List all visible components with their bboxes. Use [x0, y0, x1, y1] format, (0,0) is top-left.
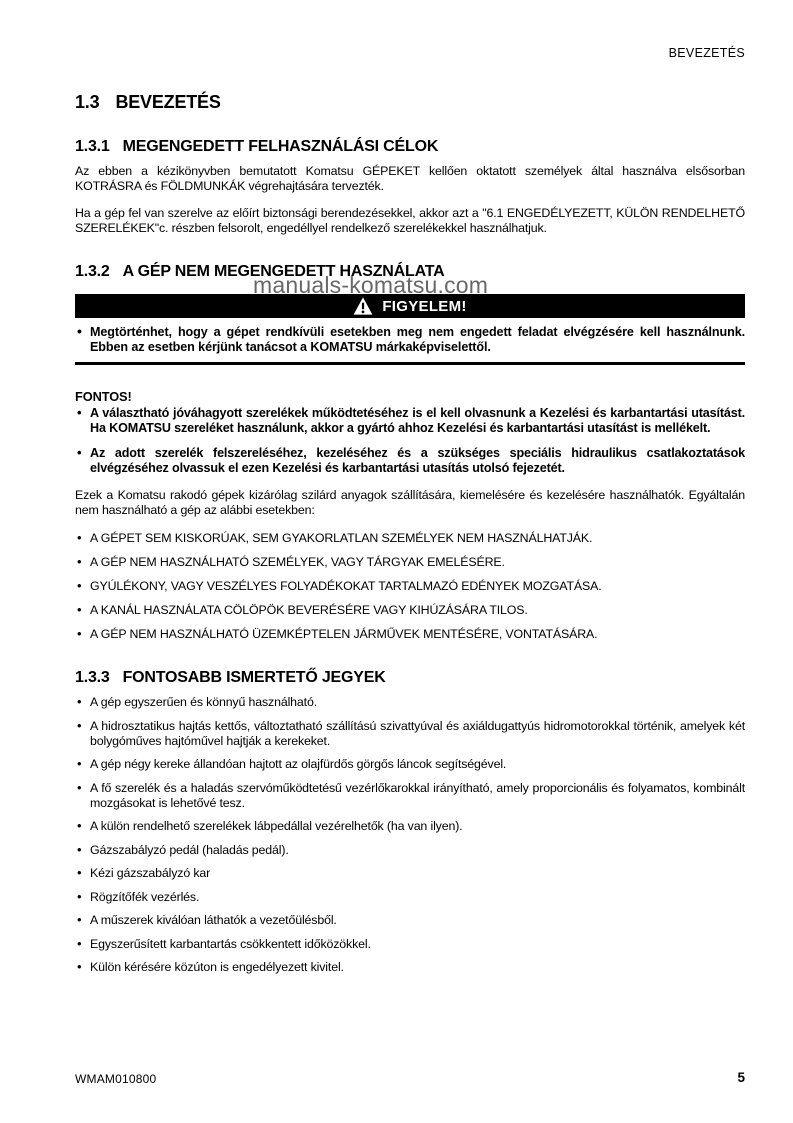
- feature-item: • Külön kérésére közúton is engedélyezett kivitel.: [75, 960, 745, 975]
- feature-item: • A műszerek kiválóan láthatók a vezetőülésből.: [75, 913, 745, 928]
- section-title: MEGENGEDETT FELHASZNÁLÁSI CÉLOK: [122, 138, 439, 155]
- feature-item: • Gázszabályzó pedál (haladás pedál).: [75, 843, 745, 858]
- feature-item: • Rögzítőfék vezérlés.: [75, 890, 745, 905]
- section-number: 1.3.3: [75, 668, 110, 686]
- prohibited-item: • A KANÁL HASZNÁLATA CÖLÖPÖK BEVERÉSÉRE VAGY KIHÚZÁSÁRA TILOS.: [75, 603, 745, 618]
- usage-paragraph: Ezek a Komatsu rakodó gépek kizárólag szilárd anyagok szállítására, kiemelésére és kezelésére használhatók. Egyáltalán nem használható a gép az alábbi esetekben:: [75, 488, 745, 518]
- section-number: 1.3.1: [75, 138, 110, 155]
- warning-bottom-rule: [75, 362, 745, 365]
- important-item: • Az adott szerelék felszereléséhez, kezeléséhez és a szükséges speciális hidraulikus csatlakoztatások elvégzéséhez olvassuk el ezen Kezelési és karbantartási utasítás utolsó fejezetét.: [75, 446, 745, 476]
- chapter-heading: [75, 92, 745, 113]
- section-title: FONTOSABB ISMERTETŐ JEGYEK: [122, 668, 386, 686]
- running-header: BEVEZETÉS: [668, 46, 745, 60]
- section-heading-1-3-2-wrap: [75, 263, 745, 299]
- warning-box: [75, 294, 745, 365]
- section-title: A GÉP NEM MEGENGEDETT HASZNÁLATA: [122, 263, 445, 281]
- warning-header-bar: [75, 294, 745, 318]
- chapter-number: 1.3: [75, 92, 100, 112]
- feature-item: • A gép egyszerűen és könnyű használható.: [75, 695, 745, 710]
- feature-item: • Egyszerűsített karbantartás csökkentett időközökkel.: [75, 937, 745, 952]
- prohibited-item: • A GÉP NEM HASZNÁLHATÓ ÜZEMKÉPTELEN JÁRMŰVEK MENTÉSÉRE, VONTATÁSÁRA.: [75, 627, 745, 642]
- permitted-paragraph-1: Az ebben a kézikönyvben bemutatott Komatsu GÉPEKET kellően oktatott személyek által használva elsősorban KOTRÁSRA és FÖLDMUNKÁK végrehajtására tervezték.: [75, 164, 745, 193]
- page-content: [75, 46, 745, 975]
- important-item: • A választható jóváhagyott szerelékek működtetéséhez is el kell olvasnunk a Kezelési és karbantartási utasítást. Ha KOMATSU szereléket használunk, akkor a gyártó ahhoz Kezelési és karbantartási utasítást is mellékelt.: [75, 406, 745, 436]
- section-number: 1.3.2: [75, 263, 110, 281]
- feature-item: • A fő szerelék és a haladás szervóműködtetésű vezérlőkarokkal irányítható, amely proporcionális és folyamatos, kombinált mozgásokat is lehetővé tesz.: [75, 781, 745, 811]
- section-heading-1-3-2: [75, 263, 745, 281]
- important-label: FONTOS!: [75, 389, 132, 405]
- permitted-paragraph-2: Ha a gép fel van szerelve az előírt biztonsági berendezésekkel, akkor azt a "6.1 ENGEDÉLYEZETT, KÜLÖN RENDELHETŐ SZERELÉKEK"c. részben felsorolt, engedéllyel rendelkező szerelékekkel használhatjuk.: [75, 206, 745, 236]
- warning-title: FIGYELEM!: [382, 297, 467, 315]
- warning-item: • Megtörténhet, hogy a gépet rendkívüli esetekben meg nem engedett feladat elvégzésére kell használnunk. Ebben az esetben kérjünk tanácsot a KOMATSU márkaképviselettől.: [75, 325, 745, 355]
- warning-triangle-icon: [353, 297, 373, 315]
- prohibited-item: • GYÚLÉKONY, VAGY VESZÉLYES FOLYADÉKOKAT TARTALMAZÓ EDÉNYEK MOZGATÁSA.: [75, 579, 745, 594]
- chapter-title: BEVEZETÉS: [115, 92, 221, 112]
- footer-doc-code: WMAM010800: [75, 1072, 157, 1086]
- feature-item: • A hidrosztatikus hajtás kettős, változtatható szállítású szivattyúval és axiáldugattyús hidromotorokkal történik, amelyek két bolygóműves hajtóművel hajtják a kerekeket.: [75, 719, 745, 749]
- footer-page-number: 5: [737, 1070, 745, 1085]
- prohibited-item: • A GÉP NEM HASZNÁLHATÓ SZEMÉLYEK, VAGY TÁRGYAK EMELÉSÉRE.: [75, 555, 745, 570]
- section-heading-1-3-1: [75, 138, 745, 156]
- section-heading-1-3-3: [75, 669, 745, 687]
- prohibited-item: • A GÉPET SEM KISKORÚAK, SEM GYAKORLATLAN SZEMÉLYEK NEM HASZNÁLHATJÁK.: [75, 531, 745, 546]
- feature-item: • A gép négy kereke állandóan hajtott az olajfürdős görgős láncok segítségével.: [75, 757, 745, 772]
- feature-item: • Kézi gázszabályzó kar: [75, 866, 745, 881]
- watermark: manuals-komatsu.com: [253, 272, 489, 299]
- features-list: [75, 695, 745, 975]
- feature-item: • A külön rendelhető szerelékek lábpedállal vezérelhetők (ha van ilyen).: [75, 819, 745, 834]
- prohibited-list: [75, 531, 745, 642]
